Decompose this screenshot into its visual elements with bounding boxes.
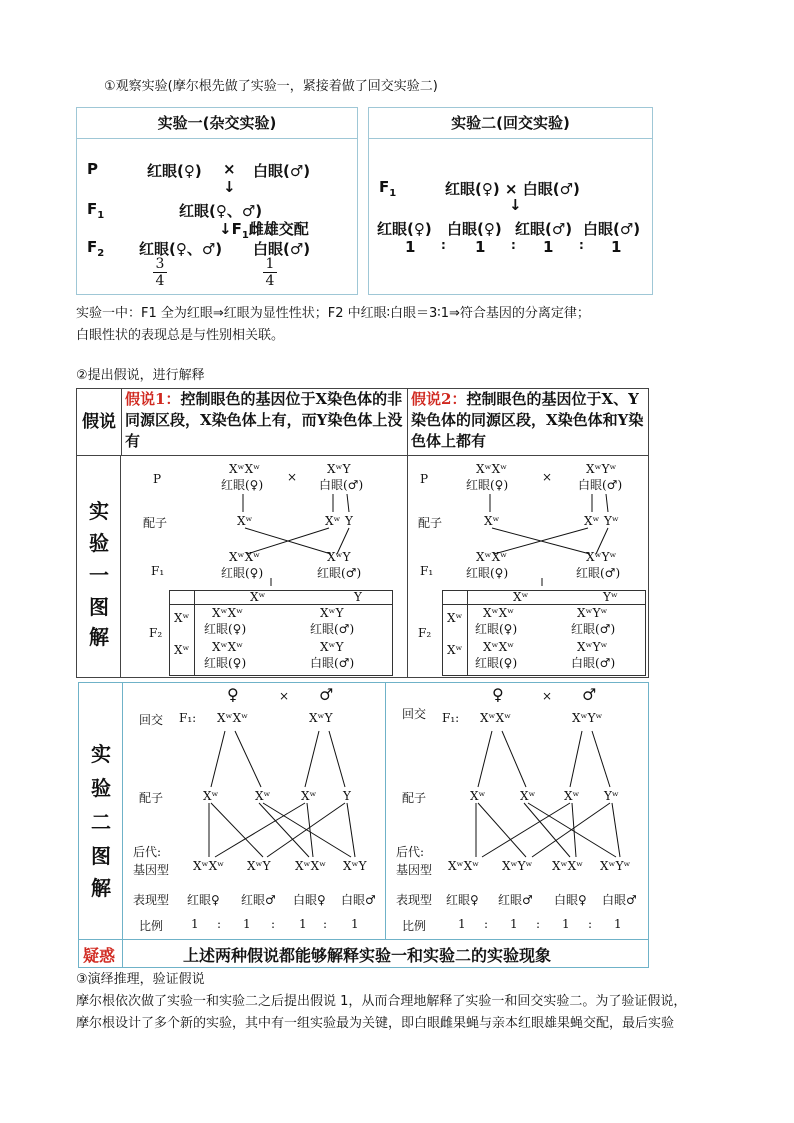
exp2-right-ratio-3: 1 [562, 917, 570, 931]
doubt-label: 疑惑 [83, 946, 116, 965]
exp2-left-offspring-label: 后代: [133, 845, 162, 859]
exp2-left-gamete-1: Xʷ [203, 789, 219, 803]
exp2-left-ratio-2: 1 [243, 917, 251, 931]
exp1-right-col2: Yʷ [603, 590, 618, 604]
hypothesis-1: 假说1：控制眼色的基因位于X染色体的非同源区段，X染色体上有，而Y染色体上没有 [125, 390, 403, 450]
exp1-left-gamete-2: Xʷ [325, 514, 341, 528]
exp2-right-gamete-label: 配子 [402, 791, 427, 805]
exp1-frac-red: 3 4 [153, 256, 167, 289]
exp2-ratio-sep: : [511, 238, 516, 252]
exp2-right-ratio-4: 1 [614, 917, 622, 931]
exp1-right-c11g: XʷXʷ [483, 606, 515, 620]
exp2-left-f1-male: XʷY [309, 711, 333, 725]
exp1-header: 实验一(杂交实验) [77, 108, 357, 139]
exp2-left-geno-3: XʷXʷ [295, 859, 327, 873]
exp1-side-3: 一 [89, 563, 109, 587]
exp1-f2-white: 白眼(♂) [253, 240, 311, 258]
exp1-left-c11p: 红眼(♀) [204, 622, 247, 636]
exp1-left-c22p: 白眼(♂) [310, 656, 355, 670]
summary-line1: 实验一中：F1 全为红眼⇒红眼为显性性状；F2 中红眼∶白眼＝3∶1⇒符合基因的分离定律； [76, 306, 590, 321]
exp2-right-gamete-4: Yʷ [604, 789, 619, 803]
exp2-left-ratio-sep: : [271, 917, 276, 931]
exp1-left-c21g: XʷXʷ [212, 640, 244, 654]
exp1-right-female-geno: XʷXʷ [476, 462, 508, 476]
exp1-right-c21g: XʷXʷ [483, 640, 515, 654]
exp2-arrow: ↓ [509, 196, 522, 214]
exp1-left-female-geno: XʷXʷ [229, 462, 261, 476]
exp2-cross: 红眼(♀) × 白眼(♂) [445, 180, 580, 198]
section3-title: ③演绎推理，验证假说 [76, 972, 205, 987]
exp2-left-gamete-4: Y [343, 789, 351, 803]
summary-line2: 白眼性状的表现总是与性别相关联。 [76, 328, 285, 343]
exp2-side-5: 解 [91, 876, 111, 900]
exp1-cross: × [223, 160, 236, 178]
hypothesis-label: 假说 [77, 389, 122, 455]
exp2-ratio-sep: : [579, 238, 584, 252]
exp1-right-row1: Xʷ [447, 611, 463, 625]
exp1-right-row2: Xʷ [447, 643, 463, 657]
exp1-right-male-geno: XʷYʷ [586, 462, 617, 476]
exp2-right-pheno-1: 红眼♀ [446, 893, 479, 907]
exp2-left-pheno-4: 白眼♂ [341, 893, 376, 907]
exp2-diagram [78, 682, 649, 940]
exp2-ratio-3: 1 [543, 238, 554, 256]
doubt-row [78, 940, 649, 968]
exp2-left-f1-female: XʷXʷ [217, 711, 249, 725]
exp2-right-cross: × [542, 689, 553, 703]
exp2-right-f1-female: XʷXʷ [480, 711, 512, 725]
exp1-right-gamete-3: Yʷ [604, 514, 619, 528]
exp2-right-ratio-1: 1 [458, 917, 466, 931]
exp2-left-ratio-3: 1 [299, 917, 307, 931]
exp2-left-diagram [123, 683, 385, 939]
exp1-side-1: 实 [89, 499, 109, 523]
exp1-left-female-pheno: 红眼(♀) [221, 478, 264, 492]
exp1-side-4: 图 [89, 595, 109, 619]
exp1-left-f1b-geno: XʷY [327, 550, 351, 564]
exp1-right-diagram [408, 456, 648, 678]
exp2-left-geno-1: XʷXʷ [193, 859, 225, 873]
exp1-left-col1: Xʷ [250, 590, 266, 604]
exp1-frac-white: 1 4 [263, 256, 277, 289]
exp2-left-pheno-label: 表现型 [133, 893, 170, 907]
exp1-right-gamete-label: 配子 [418, 516, 443, 530]
exp2-right-geno-2: XʷYʷ [502, 859, 533, 873]
exp1-right-f1b-pheno: 红眼(♂) [576, 566, 621, 580]
exp2-right-pheno-label: 表现型 [396, 893, 433, 907]
exp2-left-geno-2: XʷY [247, 859, 271, 873]
exp1-left-c22g: XʷY [320, 640, 344, 654]
exp2-offspring-2: 白眼(♀) [447, 220, 502, 238]
exp1-panel [76, 107, 358, 295]
exp2-header: 实验二(回交实验) [369, 108, 652, 139]
exp2-left-gamete-2: Xʷ [255, 789, 271, 803]
exp2-left-pheno-2: 红眼♂ [241, 893, 276, 907]
exp1-side-2: 验 [89, 531, 109, 555]
exp1-left-diagram [121, 456, 407, 678]
exp2-left-f1: F₁: [179, 711, 197, 725]
exp1-right-f1b-geno: XʷYʷ [586, 550, 617, 564]
exp1-left-male-pheno: 白眼(♂) [319, 478, 364, 492]
exp2-right-pheno-4: 白眼♂ [602, 893, 637, 907]
exp1-right-gamete-1: Xʷ [484, 514, 500, 528]
exp2-left-ratio-1: 1 [191, 917, 199, 931]
exp1-left-gamete-3: Y [345, 514, 353, 528]
exp1-right-c11p: 红眼(♀) [475, 622, 518, 636]
exp1-left-f2: F₂ [149, 626, 163, 640]
exp2-left-ratio-4: 1 [351, 917, 359, 931]
exp1-left-row2: Xʷ [174, 643, 190, 657]
exp2-offspring-1: 红眼(♀) [377, 220, 432, 238]
exp2-f1-label: $F_1$ [379, 178, 397, 199]
exp1-left-f1a-pheno: 红眼(♀) [221, 566, 264, 580]
exp1-p-male: 白眼(♂) [253, 162, 311, 180]
exp2-ratio-1: 1 [405, 238, 416, 256]
exp1-left-cross: × [287, 470, 298, 484]
exp2-left-gamete-label: 配子 [139, 791, 164, 805]
exp2-right-geno-4: XʷYʷ [600, 859, 631, 873]
exp1-right-p: P [420, 472, 429, 486]
exp1-f1-label: $F_1$ [87, 200, 105, 221]
exp1-right-c22p: 白眼(♂) [571, 656, 616, 670]
exp2-right-female: ♀ [492, 685, 504, 704]
exp2-left-backcross: 回交 [139, 713, 164, 727]
exp2-right-ratio-2: 1 [510, 917, 518, 931]
section1-title: ①观察实验(摩尔根先做了实验一，紧接着做了回交实验二) [104, 79, 438, 94]
exp1-right-male-pheno: 白眼(♂) [578, 478, 623, 492]
exp2-left-cross: × [279, 689, 290, 703]
exp1-p-female: 红眼(♀) [147, 162, 202, 180]
exp1-right-f2: F₂ [418, 626, 432, 640]
exp1-right-cross: × [542, 470, 553, 484]
exp1-left-f1: F₁ [151, 564, 165, 578]
exp2-left-male: ♂ [319, 685, 334, 704]
exp1-left-f1b-pheno: 红眼(♂) [317, 566, 362, 580]
exp1-left-c11g: XʷXʷ [212, 606, 244, 620]
exp1-right-c21p: 红眼(♀) [475, 656, 518, 670]
exp2-left-geno-label: 基因型 [133, 863, 170, 877]
exp2-left-ratio-label: 比例 [139, 919, 164, 933]
exp1-right-female-pheno: 红眼(♀) [466, 478, 509, 492]
exp2-right-offspring-label: 后代: [396, 845, 425, 859]
exp1-right-f1a-geno: XʷXʷ [476, 550, 508, 564]
exp1-left-c12g: XʷY [320, 606, 344, 620]
exp2-right-f1-male: XʷYʷ [572, 711, 603, 725]
exp2-right-ratio-label: 比例 [402, 919, 427, 933]
exp1-left-gamete-label: 配子 [143, 516, 168, 530]
exp2-left-pheno-1: 红眼♀ [187, 893, 220, 907]
exp1-arrow: ↓ [223, 178, 236, 196]
exp1-right-gamete-2: Xʷ [584, 514, 600, 528]
exp1-left-p: P [153, 472, 162, 486]
exp1-left-col2: Y [354, 590, 362, 604]
exp1-left-gamete-1: Xʷ [237, 514, 253, 528]
exp1-right-c22g: XʷYʷ [577, 640, 608, 654]
exp2-offspring-4: 白眼(♂) [583, 220, 641, 238]
exp2-right-gamete-3: Xʷ [564, 789, 580, 803]
exp1-f2-label: $F_2$ [87, 238, 105, 259]
exp2-right-geno-1: XʷXʷ [448, 859, 480, 873]
exp1-p-label: P [87, 160, 98, 178]
exp2-offspring-3: 红眼(♂) [515, 220, 573, 238]
exp2-right-male: ♂ [582, 685, 597, 704]
exp2-right-ratio-sep: : [536, 917, 541, 931]
exp1-f1-mate: $↓F_1$雌雄交配 [219, 220, 309, 241]
exp1-f2-red: 红眼(♀、♂) [139, 240, 223, 258]
exp1-diagram [76, 456, 649, 678]
exp2-left-geno-4: XʷY [343, 859, 367, 873]
exp2-right-ratio-sep: : [484, 917, 489, 931]
exp2-right-pheno-2: 红眼♂ [498, 893, 533, 907]
para-line1: 摩尔根依次做了实验一和实验二之后提出假说 1，从而合理地解释了实验一和回交实验二。为了验证假说， [76, 994, 687, 1009]
doubt-text: 上述两种假说都能够解释实验一和实验二的实验现象 [183, 946, 552, 965]
exp1-left-c21p: 红眼(♀) [204, 656, 247, 670]
exp1-right-c12g: XʷYʷ [577, 606, 608, 620]
exp1-left-male-geno: XʷY [327, 462, 351, 476]
exp2-right-backcross: 回交 [402, 707, 427, 721]
exp2-right-gamete-2: Xʷ [520, 789, 536, 803]
exp1-f1-pheno: 红眼(♀、♂) [179, 202, 263, 220]
exp2-left-gamete-3: Xʷ [301, 789, 317, 803]
exp1-right-c12p: 红眼(♂) [571, 622, 616, 636]
exp2-ratio-4: 1 [611, 238, 622, 256]
exp2-left-female: ♀ [227, 685, 239, 704]
exp1-left-row1: Xʷ [174, 611, 190, 625]
exp1-right-col1: Xʷ [513, 590, 529, 604]
exp1-right-f1: F₁ [420, 564, 434, 578]
exp2-right-pheno-3: 白眼♀ [554, 893, 587, 907]
exp2-left-ratio-sep: : [217, 917, 222, 931]
exp1-left-c12p: 红眼(♂) [310, 622, 355, 636]
exp2-right-diagram [386, 683, 648, 939]
exp1-left-f1a-geno: XʷXʷ [229, 550, 261, 564]
section2-title: ②提出假说，进行解释 [76, 368, 205, 383]
hypothesis-2: 假说2：控制眼色的基因位于X、Y染色体的同源区段，X染色体和Y染色体上都有 [411, 390, 644, 450]
exp2-side-1: 实 [91, 742, 111, 766]
exp2-panel [368, 107, 653, 295]
exp2-right-ratio-sep: : [588, 917, 593, 931]
exp2-side-3: 二 [91, 810, 111, 834]
exp2-ratio-sep: : [441, 238, 446, 252]
hypothesis-row [76, 388, 649, 456]
exp1-right-f1a-pheno: 红眼(♀) [466, 566, 509, 580]
exp2-right-geno-label: 基因型 [396, 863, 433, 877]
exp2-side-2: 验 [91, 776, 111, 800]
exp2-side-4: 图 [91, 844, 111, 868]
exp1-right-table [442, 590, 646, 676]
exp2-right-geno-3: XʷXʷ [552, 859, 584, 873]
para-line2: 摩尔根设计了多个新的实验，其中有一组实验最为关键，即白眼雌果蝇与亲本红眼雄果蝇交配，最后实验 [76, 1016, 675, 1031]
exp2-left-pheno-3: 白眼♀ [293, 893, 326, 907]
exp1-left-table [169, 590, 393, 676]
exp2-right-f1: F₁: [442, 711, 460, 725]
exp2-ratio-2: 1 [475, 238, 486, 256]
exp2-left-ratio-sep: : [323, 917, 328, 931]
exp1-side-5: 解 [89, 625, 109, 649]
exp2-right-gamete-1: Xʷ [470, 789, 486, 803]
